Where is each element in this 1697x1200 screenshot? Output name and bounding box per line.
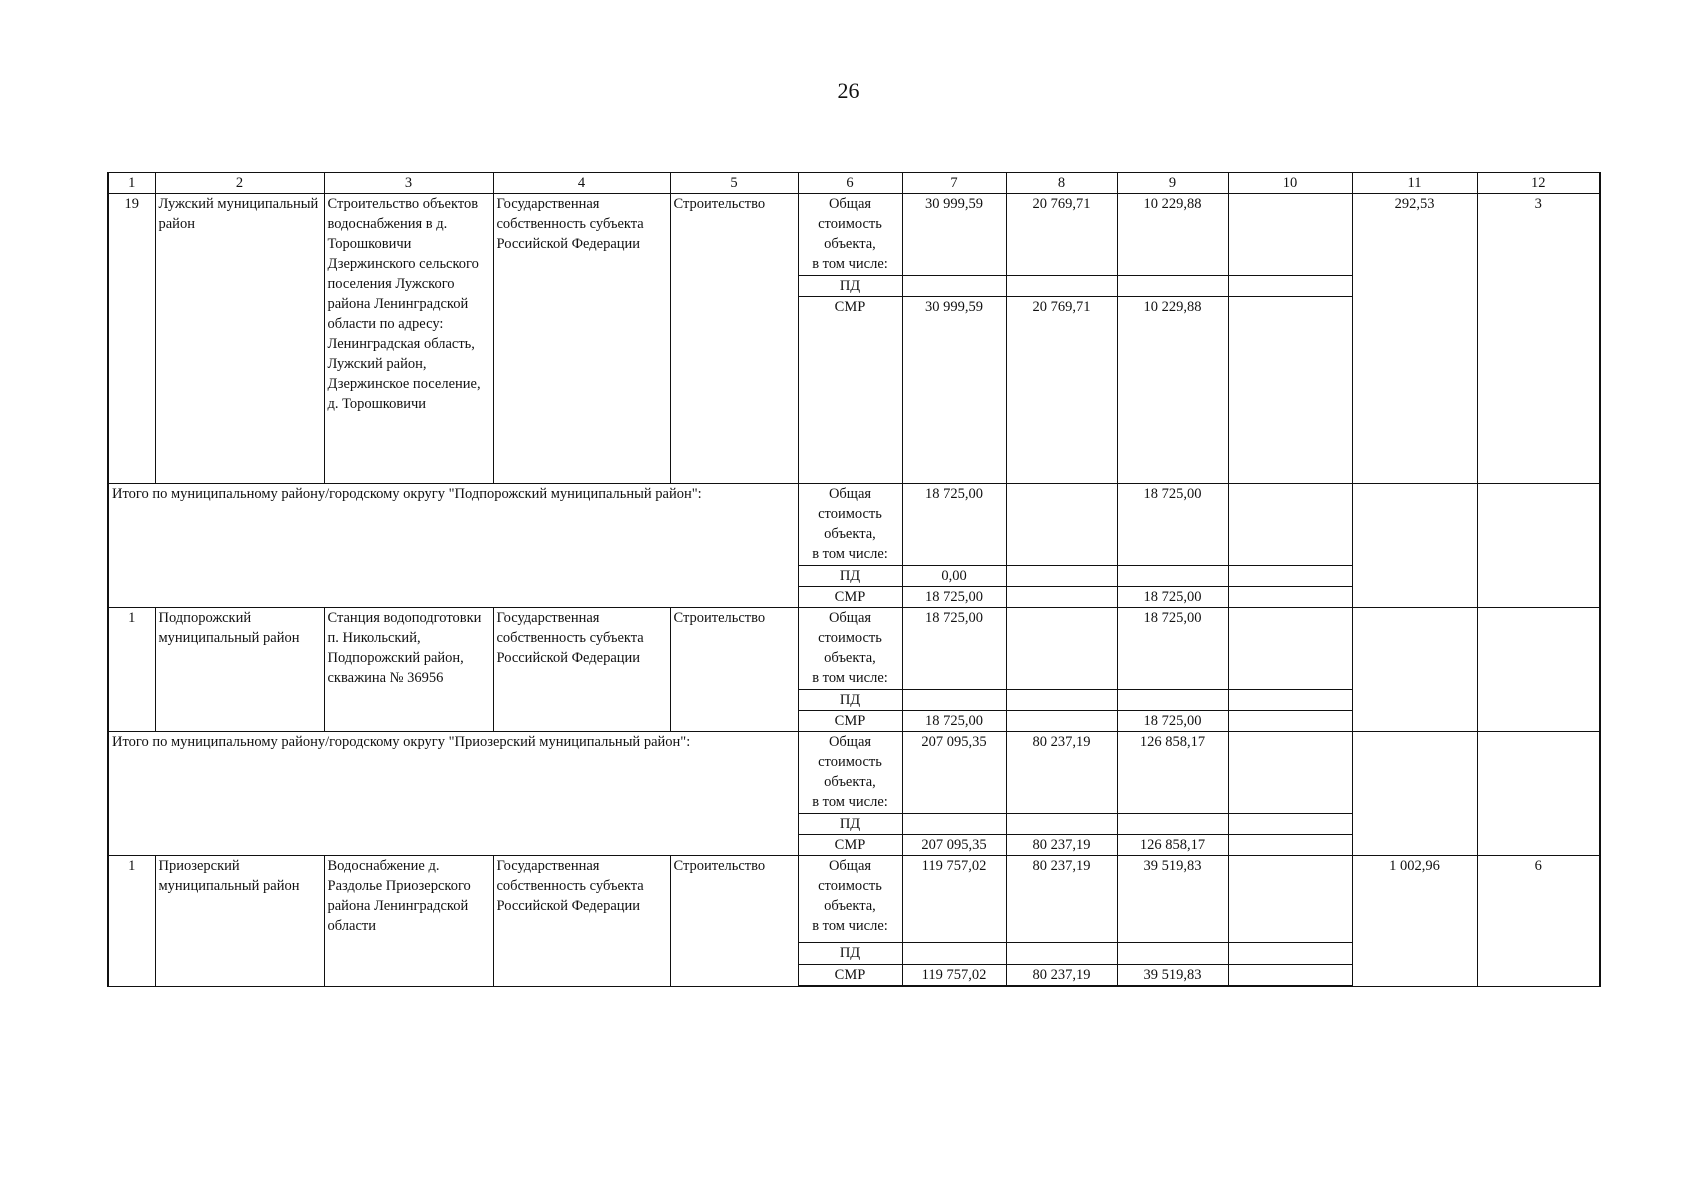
ownership-cell: Государственная собственность субъекта Российской Федерации	[493, 608, 670, 732]
col-header-7: 7	[902, 173, 1006, 194]
value-cell	[1006, 690, 1117, 711]
value-cell	[1228, 276, 1352, 297]
value-cell	[1228, 814, 1352, 835]
district-cell: Подпорожский муниципальный район	[155, 608, 324, 732]
value-cell: 80 237,19	[1006, 732, 1117, 814]
district-total-label: Итого по муниципальному району/городскому округу "Приозерский муниципальный район":	[108, 732, 798, 856]
value-cell: 30 999,59	[902, 194, 1006, 276]
total-cost-label: Общая стоимость объекта, в том числе:	[798, 484, 902, 566]
value-cell: 80 237,19	[1006, 856, 1117, 943]
col-header-8: 8	[1006, 173, 1117, 194]
col-header-2: 2	[155, 173, 324, 194]
district-cell: Приозерский муниципальный район	[155, 856, 324, 987]
value-cell	[1228, 484, 1352, 566]
value-cell	[902, 276, 1006, 297]
pd-label: ПД	[798, 566, 902, 587]
value-cell	[1228, 566, 1352, 587]
value-cell: 126 858,17	[1117, 835, 1228, 856]
value-cell	[1006, 814, 1117, 835]
value-cell	[1117, 814, 1228, 835]
col-header-6: 6	[798, 173, 902, 194]
value-cell: 6	[1477, 856, 1600, 987]
value-cell	[1006, 608, 1117, 690]
district-cell: Лужский муниципальный район	[155, 194, 324, 484]
value-cell: 207 095,35	[902, 835, 1006, 856]
smr-label: СМР	[798, 965, 902, 987]
col-header-11: 11	[1352, 173, 1477, 194]
smr-label: СМР	[798, 835, 902, 856]
value-cell: 3	[1477, 194, 1600, 484]
value-cell	[902, 690, 1006, 711]
value-cell	[1228, 732, 1352, 814]
value-cell	[1477, 732, 1600, 856]
page-number: 26	[837, 78, 860, 103]
total-cost-label: Общая стоимость объекта, в том числе:	[798, 194, 902, 276]
smr-label: СМР	[798, 587, 902, 608]
value-cell: 18 725,00	[1117, 711, 1228, 732]
col-header-10: 10	[1228, 173, 1352, 194]
value-cell	[1477, 608, 1600, 732]
total-cost-label: Общая стоимость объекта, в том числе:	[798, 732, 902, 814]
column-number-row	[108, 173, 1600, 194]
value-cell	[1228, 943, 1352, 965]
value-cell	[902, 943, 1006, 965]
pd-label: ПД	[798, 943, 902, 965]
col-header-5: 5	[670, 173, 798, 194]
object-name-cell: Водоснабжение д. Раздолье Приозерского района Ленинградской области	[324, 856, 493, 987]
value-cell: 207 095,35	[902, 732, 1006, 814]
value-cell: 18 725,00	[902, 587, 1006, 608]
value-cell	[1006, 276, 1117, 297]
value-cell: 20 769,71	[1006, 297, 1117, 484]
value-cell: 10 229,88	[1117, 297, 1228, 484]
value-cell	[1477, 484, 1600, 608]
table-row	[108, 194, 1600, 276]
value-cell	[1228, 608, 1352, 690]
total-cost-label: Общая стоимость объекта, в том числе:	[798, 608, 902, 690]
value-cell	[1228, 965, 1352, 987]
value-cell	[1352, 608, 1477, 732]
value-cell	[1117, 566, 1228, 587]
district-total-label: Итого по муниципальному району/городскому округу "Подпорожский муниципальный район":	[108, 484, 798, 608]
value-cell	[1117, 276, 1228, 297]
table-row	[108, 608, 1600, 690]
object-name-cell: Строительство объектов водоснабжения в д. Торошковичи Дзержинского сельского поселения Лужского района Ленинградской области по адресу: Ленинградская область, Лужский район, Дзержинское поселение, д. Торошковичи	[324, 194, 493, 484]
value-cell	[1006, 484, 1117, 566]
value-cell: 39 519,83	[1117, 856, 1228, 943]
value-cell: 1 002,96	[1352, 856, 1477, 987]
value-cell	[1228, 690, 1352, 711]
total-cost-label: Общая стоимость объекта, в том числе:	[798, 856, 902, 943]
value-cell	[1006, 566, 1117, 587]
value-cell: 292,53	[1352, 194, 1477, 484]
value-cell	[1228, 587, 1352, 608]
col-header-1: 1	[108, 173, 155, 194]
value-cell	[1117, 690, 1228, 711]
value-cell	[1006, 587, 1117, 608]
value-cell	[1228, 297, 1352, 484]
value-cell: 0,00	[902, 566, 1006, 587]
value-cell	[1228, 856, 1352, 943]
table-row	[108, 732, 1600, 814]
table-row	[108, 856, 1600, 943]
value-cell: 80 237,19	[1006, 835, 1117, 856]
object-name-cell: Станция водоподготовки п. Никольский, Подпорожский район, скважина № 36956	[324, 608, 493, 732]
value-cell: 18 725,00	[1117, 484, 1228, 566]
work-type-cell: Строительство	[670, 608, 798, 732]
value-cell: 119 757,02	[902, 965, 1006, 987]
value-cell: 30 999,59	[902, 297, 1006, 484]
value-cell	[1006, 943, 1117, 965]
object-number: 1	[108, 608, 155, 732]
value-cell: 18 725,00	[902, 484, 1006, 566]
object-number: 19	[108, 194, 155, 484]
smr-label: СМР	[798, 297, 902, 484]
value-cell: 18 725,00	[1117, 587, 1228, 608]
value-cell	[1352, 732, 1477, 856]
value-cell: 18 725,00	[902, 711, 1006, 732]
value-cell: 119 757,02	[902, 856, 1006, 943]
value-cell: 80 237,19	[1006, 965, 1117, 987]
work-type-cell: Строительство	[670, 194, 798, 484]
value-cell	[1006, 711, 1117, 732]
value-cell	[1228, 194, 1352, 276]
investment-objects-table	[107, 172, 1601, 987]
value-cell: 10 229,88	[1117, 194, 1228, 276]
value-cell	[1228, 835, 1352, 856]
pd-label: ПД	[798, 276, 902, 297]
value-cell	[1117, 943, 1228, 965]
object-number: 1	[108, 856, 155, 987]
ownership-cell: Государственная собственность субъекта Российской Федерации	[493, 856, 670, 987]
table-row	[108, 484, 1600, 566]
ownership-cell: Государственная собственность субъекта Российской Федерации	[493, 194, 670, 484]
col-header-9: 9	[1117, 173, 1228, 194]
pd-label: ПД	[798, 690, 902, 711]
col-header-4: 4	[493, 173, 670, 194]
pd-label: ПД	[798, 814, 902, 835]
value-cell	[902, 814, 1006, 835]
value-cell: 126 858,17	[1117, 732, 1228, 814]
value-cell	[1228, 711, 1352, 732]
smr-label: СМР	[798, 711, 902, 732]
work-type-cell: Строительство	[670, 856, 798, 987]
value-cell: 20 769,71	[1006, 194, 1117, 276]
col-header-3: 3	[324, 173, 493, 194]
value-cell	[1352, 484, 1477, 608]
value-cell: 18 725,00	[1117, 608, 1228, 690]
col-header-12: 12	[1477, 173, 1600, 194]
value-cell: 39 519,83	[1117, 965, 1228, 987]
value-cell: 18 725,00	[902, 608, 1006, 690]
